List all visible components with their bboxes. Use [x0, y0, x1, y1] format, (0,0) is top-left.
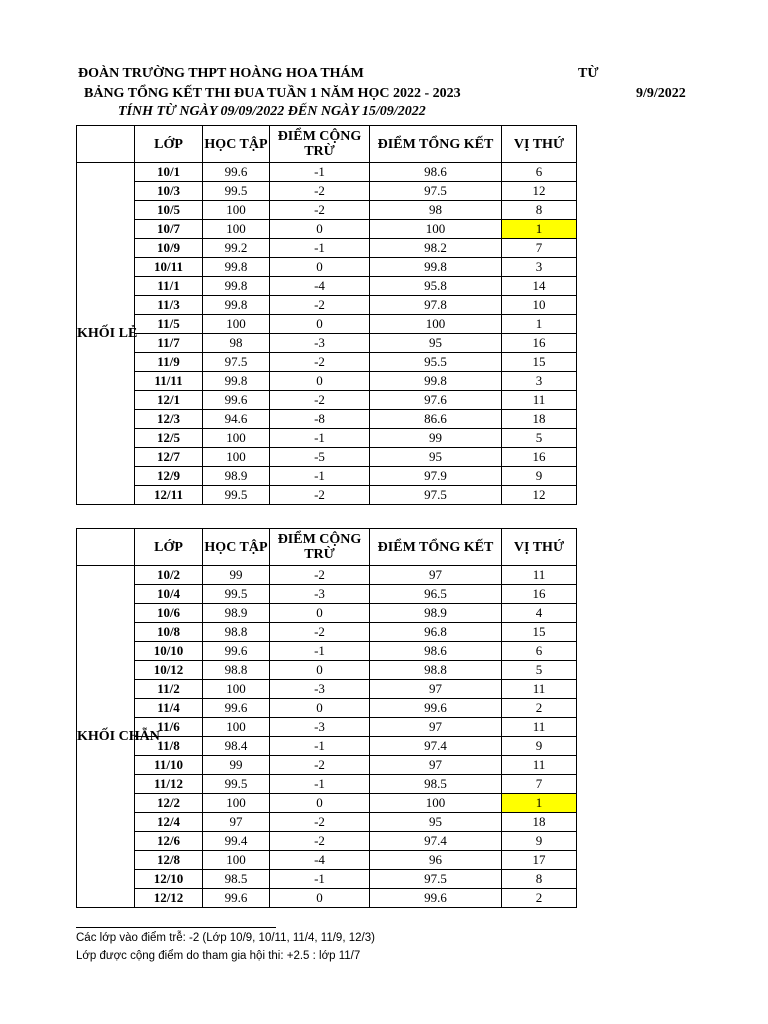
cell-cong-tru: 0	[270, 258, 370, 277]
cell-cong-tru: -2	[270, 756, 370, 775]
cell-vi-thu: 1	[502, 220, 577, 239]
cell-hoc-tap: 100	[203, 718, 270, 737]
table-row	[77, 699, 577, 718]
cell-hoc-tap: 99.4	[203, 832, 270, 851]
header-group	[77, 126, 135, 163]
cell-cong-tru: -5	[270, 448, 370, 467]
table-row	[77, 889, 577, 908]
cell-cong-tru: -1	[270, 239, 370, 258]
cell-hoc-tap: 99.8	[203, 296, 270, 315]
cell-vi-thu: 11	[502, 391, 577, 410]
cell-cong-tru: -3	[270, 718, 370, 737]
cell-tong-ket: 98.6	[370, 163, 502, 182]
cell-cong-tru: 0	[270, 661, 370, 680]
table-row	[77, 775, 577, 794]
cell-cong-tru: 0	[270, 315, 370, 334]
cell-tong-ket: 98.2	[370, 239, 502, 258]
cell-lop: 10/12	[135, 661, 203, 680]
cell-lop: 12/4	[135, 813, 203, 832]
cell-vi-thu: 4	[502, 604, 577, 623]
table-row	[77, 429, 577, 448]
cell-tong-ket: 99.6	[370, 699, 502, 718]
cell-cong-tru: -3	[270, 334, 370, 353]
table-row	[77, 851, 577, 870]
cell-lop: 12/1	[135, 391, 203, 410]
cell-tong-ket: 97.8	[370, 296, 502, 315]
header-row	[77, 126, 577, 163]
table-row	[77, 372, 577, 391]
cell-vi-thu: 2	[502, 699, 577, 718]
cell-tong-ket: 97	[370, 680, 502, 699]
cell-lop: 12/9	[135, 467, 203, 486]
cell-hoc-tap: 98.8	[203, 623, 270, 642]
header-col-cong-tru: ĐIỂM CỘNG TRỪ	[270, 529, 370, 566]
table-row	[77, 334, 577, 353]
table-row	[77, 239, 577, 258]
cell-tong-ket: 99.8	[370, 258, 502, 277]
cell-tong-ket: 96	[370, 851, 502, 870]
cell-cong-tru: -1	[270, 775, 370, 794]
cell-hoc-tap: 97	[203, 813, 270, 832]
cell-cong-tru: -1	[270, 737, 370, 756]
table-row	[77, 391, 577, 410]
cell-lop: 11/3	[135, 296, 203, 315]
cell-hoc-tap: 99.6	[203, 391, 270, 410]
cell-cong-tru: -1	[270, 429, 370, 448]
cell-vi-thu: 16	[502, 334, 577, 353]
cell-vi-thu: 5	[502, 661, 577, 680]
cell-vi-thu: 6	[502, 642, 577, 661]
group-label: KHỐI CHẴN	[77, 566, 135, 908]
cell-hoc-tap: 100	[203, 851, 270, 870]
cell-hoc-tap: 99.5	[203, 775, 270, 794]
cell-tong-ket: 98.9	[370, 604, 502, 623]
cell-vi-thu: 16	[502, 448, 577, 467]
school-name: ĐOÀN TRƯỜNG THPT HOÀNG HOA THÁM	[78, 66, 364, 81]
table-row	[77, 448, 577, 467]
cell-hoc-tap: 99.6	[203, 163, 270, 182]
cell-tong-ket: 96.8	[370, 623, 502, 642]
cell-tong-ket: 97.5	[370, 486, 502, 505]
note-bonus: Lớp được cộng điểm do tham gia hội thi: +2.5 : lớp 11/7	[76, 950, 361, 962]
cell-lop: 11/6	[135, 718, 203, 737]
cell-hoc-tap: 100	[203, 448, 270, 467]
cell-hoc-tap: 99.8	[203, 258, 270, 277]
cell-tong-ket: 95.8	[370, 277, 502, 296]
report-title: BẢNG TỔNG KẾT THI ĐUA TUẦN 1 NĂM HỌC 2022 - 2023	[84, 86, 461, 101]
cell-cong-tru: -2	[270, 353, 370, 372]
cell-lop: 12/7	[135, 448, 203, 467]
cell-tong-ket: 97	[370, 566, 502, 585]
cell-cong-tru: -1	[270, 642, 370, 661]
header-col-lop: LỚP	[135, 529, 203, 566]
cell-tong-ket: 97.4	[370, 832, 502, 851]
table-row	[77, 258, 577, 277]
header-group	[77, 529, 135, 566]
cell-vi-thu: 1	[502, 794, 577, 813]
table-row	[77, 410, 577, 429]
cell-hoc-tap: 100	[203, 220, 270, 239]
cell-lop: 10/11	[135, 258, 203, 277]
cell-vi-thu: 3	[502, 372, 577, 391]
cell-cong-tru: -2	[270, 391, 370, 410]
cell-cong-tru: -8	[270, 410, 370, 429]
cell-hoc-tap: 100	[203, 201, 270, 220]
cell-vi-thu: 14	[502, 277, 577, 296]
cell-tong-ket: 86.6	[370, 410, 502, 429]
cell-tong-ket: 99.6	[370, 889, 502, 908]
cell-vi-thu: 18	[502, 410, 577, 429]
cell-cong-tru: -2	[270, 182, 370, 201]
cell-cong-tru: -3	[270, 680, 370, 699]
header-row	[77, 529, 577, 566]
cell-tong-ket: 95	[370, 813, 502, 832]
cell-lop: 11/12	[135, 775, 203, 794]
cell-lop: 10/9	[135, 239, 203, 258]
table-row	[77, 182, 577, 201]
cell-hoc-tap: 98.9	[203, 604, 270, 623]
table-row	[77, 813, 577, 832]
cell-tong-ket: 97	[370, 718, 502, 737]
cell-lop: 12/6	[135, 832, 203, 851]
cell-cong-tru: -2	[270, 566, 370, 585]
cell-tong-ket: 96.5	[370, 585, 502, 604]
cell-vi-thu: 11	[502, 756, 577, 775]
cell-vi-thu: 5	[502, 429, 577, 448]
cell-cong-tru: -2	[270, 201, 370, 220]
cell-hoc-tap: 94.6	[203, 410, 270, 429]
cell-vi-thu: 1	[502, 315, 577, 334]
cell-tong-ket: 97.4	[370, 737, 502, 756]
table-row	[77, 296, 577, 315]
cell-lop: 11/4	[135, 699, 203, 718]
cell-vi-thu: 2	[502, 889, 577, 908]
cell-vi-thu: 11	[502, 566, 577, 585]
cell-lop: 12/10	[135, 870, 203, 889]
cell-lop: 10/1	[135, 163, 203, 182]
cell-cong-tru: 0	[270, 604, 370, 623]
cell-tong-ket: 97.6	[370, 391, 502, 410]
table-row	[77, 277, 577, 296]
cell-vi-thu: 17	[502, 851, 577, 870]
cell-cong-tru: -2	[270, 623, 370, 642]
cell-vi-thu: 6	[502, 163, 577, 182]
cell-tong-ket: 98	[370, 201, 502, 220]
cell-cong-tru: -2	[270, 296, 370, 315]
header-col-tong-ket: ĐIỂM TỔNG KẾT	[370, 126, 502, 163]
cell-cong-tru: -1	[270, 163, 370, 182]
table-row	[77, 315, 577, 334]
cell-hoc-tap: 99.6	[203, 642, 270, 661]
cell-lop: 11/7	[135, 334, 203, 353]
cell-tong-ket: 99.8	[370, 372, 502, 391]
cell-cong-tru: 0	[270, 889, 370, 908]
cell-vi-thu: 7	[502, 775, 577, 794]
cell-hoc-tap: 99.5	[203, 585, 270, 604]
cell-cong-tru: -4	[270, 851, 370, 870]
cell-hoc-tap: 99	[203, 756, 270, 775]
table-row	[77, 794, 577, 813]
cell-cong-tru: 0	[270, 372, 370, 391]
cell-vi-thu: 18	[502, 813, 577, 832]
cell-vi-thu: 7	[502, 239, 577, 258]
cell-lop: 11/11	[135, 372, 203, 391]
report-date: 9/9/2022	[636, 86, 686, 101]
table-row	[77, 642, 577, 661]
header-col-cong-tru: ĐIỂM CỘNG TRỪ	[270, 126, 370, 163]
table-row	[77, 220, 577, 239]
table-row	[77, 756, 577, 775]
cell-hoc-tap: 99	[203, 566, 270, 585]
cell-hoc-tap: 98.8	[203, 661, 270, 680]
header-col-tong-ket: ĐIỂM TỔNG KẾT	[370, 529, 502, 566]
cell-vi-thu: 11	[502, 680, 577, 699]
table-khoi-chan	[76, 528, 577, 908]
header-col-lop: LỚP	[135, 126, 203, 163]
cell-vi-thu: 15	[502, 623, 577, 642]
cell-hoc-tap: 100	[203, 429, 270, 448]
cell-lop: 10/4	[135, 585, 203, 604]
table-khoi-le	[76, 125, 577, 505]
cell-tong-ket: 98.8	[370, 661, 502, 680]
cell-tong-ket: 97.9	[370, 467, 502, 486]
cell-cong-tru: -1	[270, 870, 370, 889]
cell-lop: 11/1	[135, 277, 203, 296]
cell-hoc-tap: 99.8	[203, 277, 270, 296]
cell-vi-thu: 11	[502, 718, 577, 737]
cell-lop: 11/2	[135, 680, 203, 699]
cell-vi-thu: 9	[502, 737, 577, 756]
cell-hoc-tap: 100	[203, 315, 270, 334]
cell-cong-tru: -2	[270, 832, 370, 851]
cell-tong-ket: 99	[370, 429, 502, 448]
note-late: Các lớp vào điểm trễ: -2 (Lớp 10/9, 10/11, 11/4, 11/9, 12/3)	[76, 932, 375, 944]
header-col-hoc-tap: HỌC TẬP	[203, 126, 270, 163]
notes-divider	[76, 927, 276, 928]
cell-vi-thu: 16	[502, 585, 577, 604]
cell-cong-tru: 0	[270, 794, 370, 813]
table-row	[77, 870, 577, 889]
cell-lop: 10/7	[135, 220, 203, 239]
table-row	[77, 661, 577, 680]
tu-label: TỪ	[578, 66, 599, 81]
table-row	[77, 832, 577, 851]
table-row	[77, 623, 577, 642]
cell-tong-ket: 100	[370, 794, 502, 813]
cell-hoc-tap: 99.2	[203, 239, 270, 258]
cell-lop: 12/12	[135, 889, 203, 908]
cell-lop: 11/5	[135, 315, 203, 334]
cell-cong-tru: -1	[270, 467, 370, 486]
cell-vi-thu: 8	[502, 870, 577, 889]
table-row	[77, 680, 577, 699]
table-row	[77, 353, 577, 372]
cell-lop: 12/3	[135, 410, 203, 429]
table-row	[77, 486, 577, 505]
table-row	[77, 163, 577, 182]
cell-lop: 11/10	[135, 756, 203, 775]
cell-hoc-tap: 99.6	[203, 699, 270, 718]
cell-tong-ket: 100	[370, 315, 502, 334]
cell-lop: 10/3	[135, 182, 203, 201]
table-row	[77, 566, 577, 585]
group-label: KHỐI LẺ	[77, 163, 135, 505]
header-col-hoc-tap: HỌC TẬP	[203, 529, 270, 566]
cell-tong-ket: 97	[370, 756, 502, 775]
cell-lop: 10/2	[135, 566, 203, 585]
cell-hoc-tap: 98.9	[203, 467, 270, 486]
cell-cong-tru: 0	[270, 699, 370, 718]
cell-tong-ket: 97.5	[370, 182, 502, 201]
cell-cong-tru: -4	[270, 277, 370, 296]
cell-lop: 10/8	[135, 623, 203, 642]
cell-vi-thu: 9	[502, 467, 577, 486]
header-col-vi-thu: VỊ THỨ	[502, 126, 577, 163]
cell-hoc-tap: 99.8	[203, 372, 270, 391]
cell-vi-thu: 15	[502, 353, 577, 372]
cell-tong-ket: 97.5	[370, 870, 502, 889]
cell-hoc-tap: 97.5	[203, 353, 270, 372]
cell-hoc-tap: 99.6	[203, 889, 270, 908]
cell-hoc-tap: 98.5	[203, 870, 270, 889]
cell-hoc-tap: 100	[203, 794, 270, 813]
cell-tong-ket: 98.5	[370, 775, 502, 794]
header-col-vi-thu: VỊ THỨ	[502, 529, 577, 566]
cell-hoc-tap: 98.4	[203, 737, 270, 756]
cell-lop: 12/11	[135, 486, 203, 505]
cell-hoc-tap: 99.5	[203, 486, 270, 505]
cell-lop: 10/5	[135, 201, 203, 220]
table-row	[77, 201, 577, 220]
cell-vi-thu: 12	[502, 486, 577, 505]
cell-lop: 12/8	[135, 851, 203, 870]
cell-hoc-tap: 98	[203, 334, 270, 353]
cell-vi-thu: 3	[502, 258, 577, 277]
table-row	[77, 604, 577, 623]
report-period: TÍNH TỪ NGÀY 09/09/2022 ĐẾN NGÀY 15/09/2022	[118, 104, 426, 119]
cell-tong-ket: 100	[370, 220, 502, 239]
cell-cong-tru: -2	[270, 813, 370, 832]
cell-lop: 10/6	[135, 604, 203, 623]
cell-tong-ket: 95	[370, 448, 502, 467]
cell-cong-tru: 0	[270, 220, 370, 239]
cell-lop: 11/8	[135, 737, 203, 756]
cell-tong-ket: 98.6	[370, 642, 502, 661]
cell-vi-thu: 8	[502, 201, 577, 220]
cell-vi-thu: 10	[502, 296, 577, 315]
cell-lop: 12/2	[135, 794, 203, 813]
cell-cong-tru: -3	[270, 585, 370, 604]
cell-tong-ket: 95	[370, 334, 502, 353]
cell-vi-thu: 12	[502, 182, 577, 201]
cell-tong-ket: 95.5	[370, 353, 502, 372]
cell-hoc-tap: 100	[203, 680, 270, 699]
cell-lop: 10/10	[135, 642, 203, 661]
cell-lop: 12/5	[135, 429, 203, 448]
cell-cong-tru: -2	[270, 486, 370, 505]
cell-vi-thu: 9	[502, 832, 577, 851]
cell-hoc-tap: 99.5	[203, 182, 270, 201]
table-row	[77, 585, 577, 604]
cell-lop: 11/9	[135, 353, 203, 372]
table-row	[77, 467, 577, 486]
